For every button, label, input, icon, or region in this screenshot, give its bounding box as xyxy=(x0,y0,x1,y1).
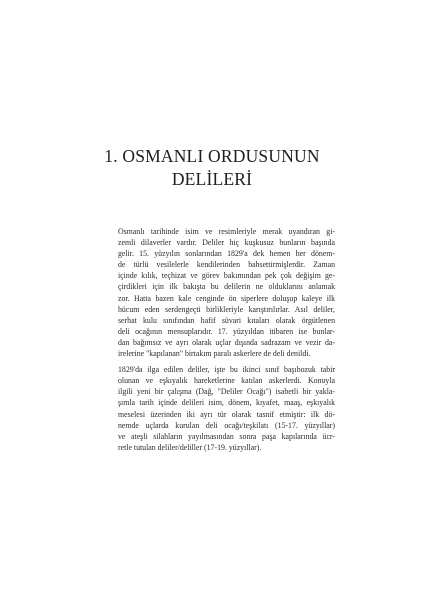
paragraph-1 xyxy=(118,226,335,359)
text-line: irelerine "kapılanan" birtakım paralı askerlere de deli denildi. xyxy=(118,349,311,359)
text-line: serhat kulu sınıfından hafif süvari kıtaları olarak örgütlenen xyxy=(118,315,335,325)
text-line: gelir. 15. yüzyılın sonlarından 1829'a dek hemen her dönem- xyxy=(118,249,335,259)
text-line: şımla tarih içinde delileri isim, dönem, kıyafet, maaş, eşkıyalık xyxy=(118,398,335,408)
text-line: 1829'da ilga edilen deliler, işte bu ikinci sınıf başıbozuk tabir xyxy=(118,365,335,375)
text-line: içinde kılık, teçhizat ve görev bakımından pek çok değişim ge- xyxy=(118,271,335,281)
text-line: çirdikleri için ilk bakışta bu delilerin ne olduklarını anlamak xyxy=(118,282,335,292)
text-line: zemli dilaverler vardır. Deliler hiç kuşkusuz bunların başında xyxy=(118,238,335,248)
chapter-title xyxy=(0,145,424,191)
chapter-title-line-1: 1. OSMANLI ORDUSUNUN xyxy=(104,146,320,166)
text-line: zor. Hatta bazen kale cenginde ön siperlere doluşup kaleye ilk xyxy=(118,293,335,303)
body-text xyxy=(118,226,335,453)
text-line: ve ateşli silahların yayılmasından sonra paşa kapılarında ücr- xyxy=(118,431,335,441)
text-line: retle tutulan deliler/deliller (17-19. yüzyıllar). xyxy=(118,442,262,452)
text-line: olunan ve eşkıyalık hareketlerine katılan askerlerdi. Konuyla xyxy=(118,376,335,386)
text-line: dan bağımsız ve ayrı olarak uçlar dışında sadrazam ve vezir da- xyxy=(118,337,335,347)
text-line: Osmanlı tarihinde isim ve resimleriyle merak uyandıran gi- xyxy=(118,227,335,236)
text-line: deli ocağının mensuplarıdır. 17. yüzyıldan itibaren ise bunlar- xyxy=(118,326,335,336)
chapter-title-line-2: DELİLERİ xyxy=(171,169,253,189)
text-line: meselesi üzerinden iki ayrı tür olarak tasnif etmiştir: ilk dö- xyxy=(118,409,335,419)
text-line: de türlü vesilelerle kendilerinden bahsettirmişlerdir. Zaman xyxy=(118,260,335,270)
text-line: hücum eden serdengeçti birlikleriyle karıştırılırlar. Asıl deliler, xyxy=(118,304,335,314)
paragraph-2 xyxy=(118,364,335,453)
text-line: ilgili yeni bir çalışma (Dağ, "Deliler Ocağı") isabetli bir yakla- xyxy=(118,387,335,397)
text-line: nemde uçlarda kurulan deli ocağı/teşkilatı (15-17. yüzyıllar) xyxy=(118,420,335,430)
